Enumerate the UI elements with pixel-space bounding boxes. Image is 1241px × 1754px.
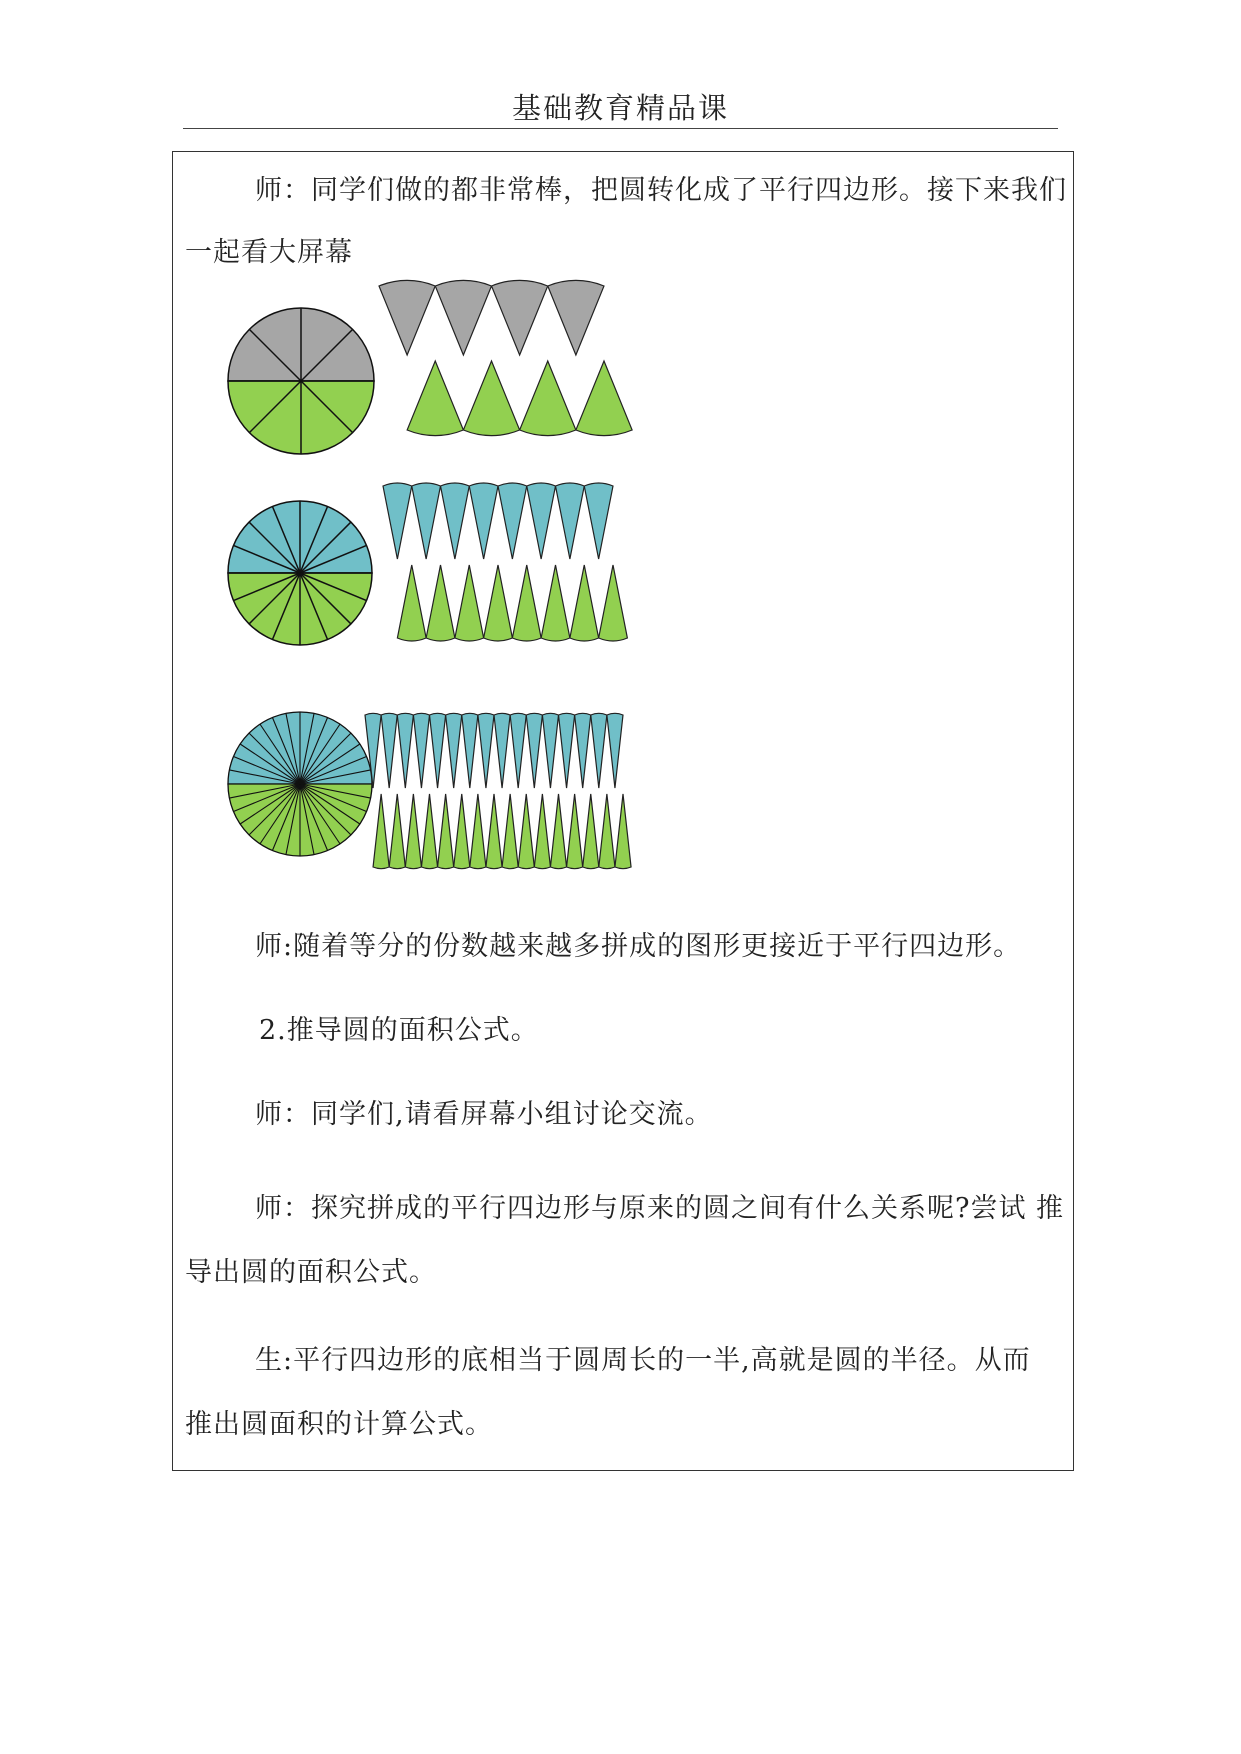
sector-16-bottom [397,565,426,641]
sector-8-top [435,280,491,355]
sector-32-bottom [486,794,502,869]
sector-8-bottom [576,361,632,436]
sector-32-top [607,713,623,788]
sector-32-bottom [550,794,566,869]
sector-16-top [498,483,527,559]
sector-16-bottom [426,565,455,641]
sector-32-top [381,713,397,788]
sector-32-bottom [567,794,583,869]
sector-32-top [462,713,478,788]
sector-16-top [412,483,441,559]
sector-16-top [441,483,470,559]
sector-8-bottom [463,361,519,436]
sector-32-top [430,713,446,788]
sector-32-top [397,713,413,788]
sector-32-top [478,713,494,788]
sector-32-bottom [502,794,518,869]
sector-16-bottom [512,565,541,641]
sector-32-bottom [534,794,550,869]
sector-32-bottom [405,794,421,869]
sector-32-top [446,713,462,788]
sector-32-top [510,713,526,788]
sector-32-top [559,713,575,788]
sector-32-top [542,713,558,788]
paragraph-1-line-2: 一起看大屏幕 [185,237,353,268]
paragraph-5-line-2: 导出圆的面积公式。 [185,1257,437,1288]
paragraph-1-line-1: 师：同学们做的都非常棒，把圆转化成了平行四边形。接下来我们 [255,175,1067,206]
sector-32-top [413,713,429,788]
sector-32-top [526,713,542,788]
paragraph-2: 师:随着等分的份数越来越多拼成的图形更接近于平行四边形。 [255,931,1022,962]
sector-32-bottom [599,794,615,869]
sector-32-bottom [421,794,437,869]
sector-8-top [548,280,604,355]
sector-32-bottom [373,794,389,869]
sector-16-bottom [599,565,628,641]
sector-32-bottom [615,794,631,869]
paragraph-6-line-1: 生:平行四边形的底相当于圆周长的一半,高就是圆的半径。从而 [255,1345,1031,1376]
paragraph-6-line-2: 推出圆面积的计算公式。 [185,1409,493,1440]
sector-8-bottom [407,361,463,436]
sector-8-bottom [520,361,576,436]
sector-32-bottom [438,794,454,869]
sector-16-top [469,483,498,559]
sector-32-top [591,713,607,788]
sector-32-top [494,713,510,788]
sector-16-top [383,483,412,559]
paragraph-3-heading: 2.推导圆的面积公式。 [259,1015,539,1046]
header-divider [183,128,1058,129]
paragraph-4: 师：同学们,请看屏幕小组讨论交流。 [255,1099,713,1130]
sector-16-top [584,483,613,559]
content-box [172,151,1074,1471]
circle-area-diagram [173,152,1073,912]
sector-32-top [575,713,591,788]
sector-32-bottom [518,794,534,869]
sector-32-bottom [470,794,486,869]
sector-32-bottom [454,794,470,869]
sector-16-bottom [455,565,484,641]
sector-8-top [492,280,548,355]
sector-16-top [556,483,585,559]
sector-16-bottom [541,565,570,641]
sector-32-bottom [389,794,405,869]
sector-8-top [379,280,435,355]
sector-16-bottom [570,565,599,641]
paragraph-5-line-1: 师：探究拼成的平行四边形与原来的圆之间有什么关系呢?尝试 推 [255,1193,1065,1224]
sector-16-bottom [484,565,513,641]
page-header-title: 基础教育精品课 [511,91,729,125]
sector-16-top [527,483,556,559]
sector-32-bottom [583,794,599,869]
